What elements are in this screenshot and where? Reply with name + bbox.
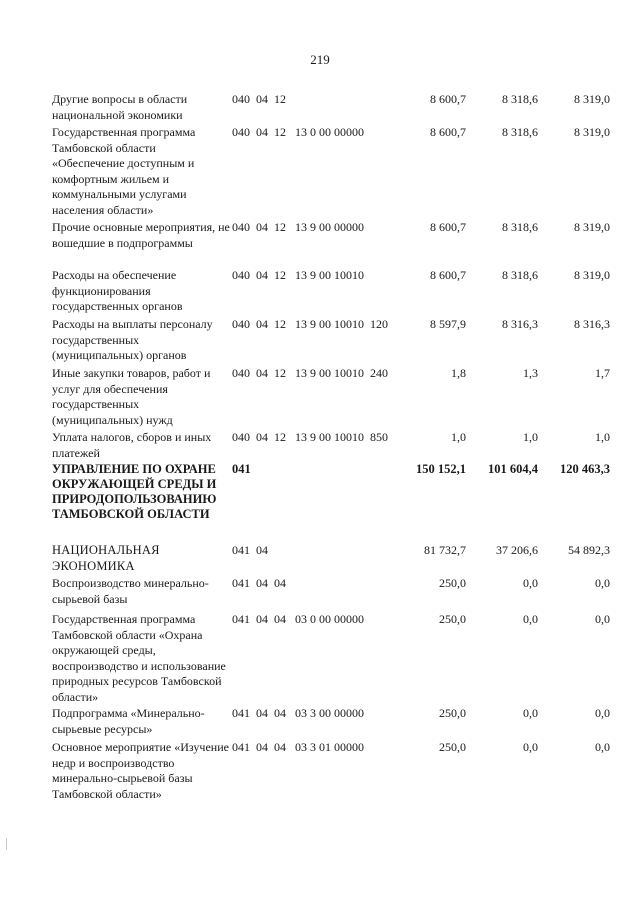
row-value-3: 54 892,3 xyxy=(568,543,610,557)
row-code: 041 xyxy=(232,462,251,476)
page-number: 219 xyxy=(310,52,330,67)
row-code: 040 04 12 13 9 00 10010 120 xyxy=(232,317,388,331)
row-value-2: 0,0 xyxy=(523,740,538,754)
row-value-3: 8 319,0 xyxy=(574,268,610,282)
row-value-1: 8 600,7 xyxy=(430,220,466,234)
row-value-1: 1,0 xyxy=(451,430,466,444)
row-name: Подпрограмма «Минерально-сырьевые ресурсы» xyxy=(52,706,205,736)
row-name: Государственная программа Тамбовской области «Обеспечение доступным и комфортным жильем и коммунальными услугами населения области» xyxy=(52,125,196,217)
row-value-3: 8 319,0 xyxy=(574,92,610,106)
row-value-1: 250,0 xyxy=(439,612,466,626)
row-value-1: 8 600,7 xyxy=(430,125,466,139)
row-value-1: 8 597,9 xyxy=(430,317,466,331)
row-code: 040 04 12 13 9 00 10010 xyxy=(232,268,364,282)
row-value-1: 250,0 xyxy=(439,706,466,720)
row-value-1: 1,8 xyxy=(451,366,466,380)
row-value-3: 0,0 xyxy=(595,612,610,626)
row-name: Расходы на обеспечение функционирования государственных органов xyxy=(52,268,183,313)
row-name: Основное мероприятие «Изучение недр и воспроизводство минерально-сырьевой базы Тамбовской области» xyxy=(52,740,229,801)
row-value-2: 0,0 xyxy=(523,612,538,626)
row-code: 040 04 12 xyxy=(232,92,286,106)
row-value-2: 101 604,4 xyxy=(488,462,538,476)
row-value-2: 8 316,3 xyxy=(502,317,538,331)
row-value-1: 8 600,7 xyxy=(430,92,466,106)
row-value-2: 1,3 xyxy=(523,366,538,380)
row-value-3: 8 319,0 xyxy=(574,220,610,234)
row-value-1: 150 152,1 xyxy=(416,462,466,476)
scan-margin-mark xyxy=(6,838,7,850)
row-code: 040 04 12 13 9 00 10010 240 xyxy=(232,366,388,380)
row-value-3: 1,0 xyxy=(595,430,610,444)
row-value-2: 37 206,6 xyxy=(496,543,538,557)
row-value-3: 8 316,3 xyxy=(574,317,610,331)
row-name: Иные закупки товаров, работ и услуг для обеспечения государственных (муниципальных) нужд xyxy=(52,366,211,427)
row-value-3: 0,0 xyxy=(595,576,610,590)
row-name: УПРАВЛЕНИЕ ПО ОХРАНЕ ОКРУЖАЮЩЕЙ СРЕДЫ И ПРИРОДОПОЛЬЗОВАНИЮ ТАМБОВСКОЙ ОБЛАСТИ xyxy=(52,462,217,521)
row-value-2: 8 318,6 xyxy=(502,268,538,282)
row-value-2: 0,0 xyxy=(523,706,538,720)
row-code: 041 04 xyxy=(232,543,268,557)
row-code: 040 04 12 13 9 00 10010 850 xyxy=(232,430,388,444)
row-value-2: 8 318,6 xyxy=(502,125,538,139)
row-name: НАЦИОНАЛЬНАЯ ЭКОНОМИКА xyxy=(52,543,160,573)
row-value-2: 1,0 xyxy=(523,430,538,444)
row-value-3: 1,7 xyxy=(595,366,610,380)
row-value-3: 0,0 xyxy=(595,706,610,720)
row-value-1: 250,0 xyxy=(439,576,466,590)
row-name: Уплата налогов, сборов и иных платежей xyxy=(52,430,212,460)
row-code: 040 04 12 13 0 00 00000 xyxy=(232,125,364,139)
row-code: 041 04 04 03 3 01 00000 xyxy=(232,740,364,754)
row-value-3: 8 319,0 xyxy=(574,125,610,139)
row-code: 041 04 04 03 0 00 00000 xyxy=(232,612,364,626)
row-value-2: 0,0 xyxy=(523,576,538,590)
row-name: Государственная программа Тамбовской области «Охрана окружающей среды, воспроизводство и использование природных ресурсов Тамбовской области» xyxy=(52,612,226,704)
row-code: 040 04 12 13 9 00 00000 xyxy=(232,220,364,234)
row-value-1: 81 732,7 xyxy=(424,543,466,557)
row-value-3: 0,0 xyxy=(595,740,610,754)
row-value-1: 250,0 xyxy=(439,740,466,754)
row-code: 041 04 04 03 3 00 00000 xyxy=(232,706,364,720)
row-value-1: 8 600,7 xyxy=(430,268,466,282)
row-name: Воспроизводство минерально-сырьевой базы xyxy=(52,576,209,606)
row-name: Другие вопросы в области национальной экономики xyxy=(52,92,188,122)
row-value-2: 8 318,6 xyxy=(502,220,538,234)
row-name: Прочие основные мероприятия, не вошедшие в подпрограммы xyxy=(52,220,230,250)
row-value-3: 120 463,3 xyxy=(560,462,610,476)
row-value-2: 8 318,6 xyxy=(502,92,538,106)
row-code: 041 04 04 xyxy=(232,576,286,590)
row-name: Расходы на выплаты персоналу государственных (муниципальных) органов xyxy=(52,317,213,362)
